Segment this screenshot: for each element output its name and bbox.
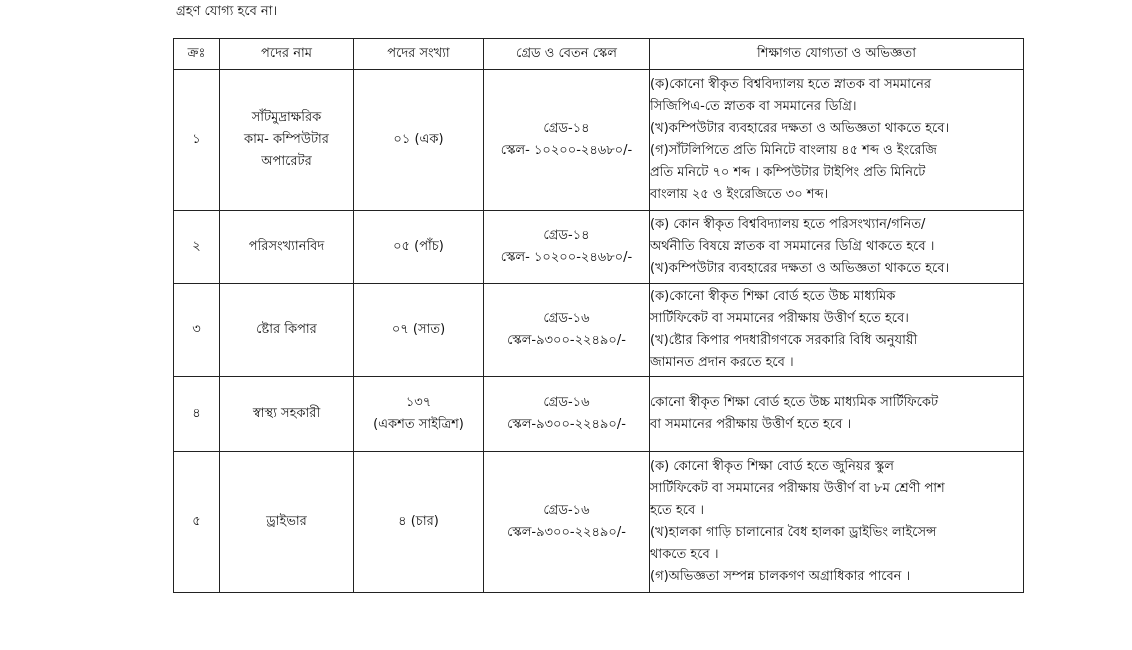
grade-scale-cell	[484, 211, 650, 284]
table-row	[174, 211, 1024, 284]
post-name-cell	[220, 284, 354, 377]
grade-text: গ্রেড-১৬	[543, 503, 590, 518]
qualification-line: বা সমমানের পরীক্ষায় উত্তীর্ণ হতে হবে ।	[650, 417, 852, 432]
qualification-line: (খ)ষ্টোর কিপার পদধারীগণকে সরকারি বিধি অনুযায়ী	[650, 333, 918, 348]
post-name-line: ড্রাইভার	[266, 514, 307, 529]
qualification-line: (খ)কম্পিউটার ব্যবহারের দক্ষতা ও অভিজ্ঞতা থাকতে হবে।	[650, 261, 950, 276]
qualification-line: (ক) কোন স্বীকৃত বিশ্ববিদ্যালয় হতে পরিসংখ্যান/গনিত/	[650, 217, 926, 232]
scale-text: স্কেল-৯৩০০-২২৪৯০/-	[507, 525, 626, 540]
serial-cell: ৪	[174, 377, 220, 452]
serial-cell: ২	[174, 211, 220, 284]
qualification-line: (ক) কোনো স্বীকৃত শিক্ষা বোর্ড হতে জুনিয়র স্কুল	[650, 459, 894, 474]
table-row	[174, 377, 1024, 452]
grade-text: গ্রেড-১৪	[543, 121, 590, 136]
post-count-line: (একশত সাইত্রিশ)	[373, 417, 464, 432]
header-serial: ক্রঃ	[174, 39, 220, 70]
post-count-cell	[354, 211, 484, 284]
qualification-line: প্রতি মনিটে ৭০ শব্দ । কম্পিউটার টাইপিং প্রতি মিনিটে	[650, 165, 926, 180]
header-qualification: শিক্ষাগত যোগ্যতা ও অভিজ্ঞতা	[650, 39, 1024, 70]
table-row	[174, 284, 1024, 377]
serial-cell: ৩	[174, 284, 220, 377]
post-count-cell	[354, 284, 484, 377]
post-name-line: অপারেটর	[261, 154, 312, 169]
post-name-cell	[220, 70, 354, 211]
post-name-cell	[220, 377, 354, 452]
qualification-line: জামানত প্রদান করতে হবে ।	[650, 355, 794, 370]
qualification-line: বাংলায় ২৫ ও ইংরেজিতে ৩০ শব্দ।	[650, 187, 829, 202]
qualification-line: (খ)কম্পিউটার ব্যবহারের দক্ষতা ও অভিজ্ঞতা থাকতে হবে।	[650, 121, 950, 136]
post-count-line: ৪ (চার)	[398, 514, 439, 529]
grade-text: গ্রেড-১৬	[543, 311, 590, 326]
qualification-cell	[650, 284, 1024, 377]
qualification-line: (ক)কোনো স্বীকৃত শিক্ষা বোর্ড হতে উচ্চ মাধ্যমিক	[650, 289, 896, 304]
grade-scale-cell	[484, 70, 650, 211]
intro-text: গ্রহণ যোগ্য হবে না।	[176, 4, 278, 19]
grade-scale-cell	[484, 377, 650, 452]
posts-table	[173, 38, 1024, 593]
post-name-line: সাঁটমুদ্রাক্ষরিক	[251, 110, 322, 125]
scale-text: স্কেল-৯৩০০-২২৪৯০/-	[507, 417, 626, 432]
post-count-line: ০১ (এক)	[393, 132, 444, 147]
qualification-cell	[650, 377, 1024, 452]
header-post-name: পদের নাম	[220, 39, 354, 70]
post-count-line: ১৩৭	[405, 395, 432, 410]
qualification-line: (খ)হালকা গাড়ি চালানোর বৈধ হালকা ড্রাইভিং লাইসেন্স	[650, 525, 937, 540]
qualification-line: সার্টিফিকেট বা সমমানের পরীক্ষায় উত্তীর্ণ বা ৮ম শ্রেণী পাশ	[650, 481, 945, 496]
post-count-line: ০৫ (পাঁচ)	[393, 239, 444, 254]
grade-scale-cell	[484, 284, 650, 377]
table-row	[174, 70, 1024, 211]
qualification-line: হতে হবে ।	[650, 503, 705, 518]
qualification-cell	[650, 211, 1024, 284]
qualification-line: অর্থনীতি বিষয়ে স্নাতক বা সমমানের ডিগ্রি থাকতে হবে ।	[650, 239, 935, 254]
post-name-line: পরিসংখ্যানবিদ	[248, 239, 325, 254]
qualification-line: কোনো স্বীকৃত শিক্ষা বোর্ড হতে উচ্চ মাধ্যমিক সার্টিফিকেট	[650, 395, 939, 410]
table-header-row	[174, 39, 1024, 70]
qualification-cell	[650, 70, 1024, 211]
serial-cell: ১	[174, 70, 220, 211]
qualification-line: (গ)অভিজ্ঞতা সম্পন্ন চালকগণ অগ্রাধিকার পাবেন ।	[650, 569, 911, 584]
grade-scale-cell	[484, 452, 650, 593]
post-name-line: কাম- কম্পিউটার	[244, 132, 329, 147]
scale-text: স্কেল-৯৩০০-২২৪৯০/-	[507, 333, 626, 348]
qualification-line: (গ)সাঁটলিপিতে প্রতি মিনিটে বাংলায় ৪৫ শব্দ ও ইংরেজি	[650, 143, 937, 158]
post-count-cell	[354, 377, 484, 452]
qualification-line: সিজিপিএ-তে স্নাতক বা সমমানের ডিগ্রি।	[650, 99, 857, 114]
post-name-cell	[220, 452, 354, 593]
grade-text: গ্রেড-১৪	[543, 228, 590, 243]
post-count-line: ০৭ (সাত)	[391, 322, 446, 337]
post-name-line: ষ্টোর কিপার	[256, 322, 317, 337]
header-post-count: পদের সংখ্যা	[354, 39, 484, 70]
post-count-cell	[354, 452, 484, 593]
qualification-line: (ক)কোনো স্বীকৃত বিশ্ববিদ্যালয় হতে স্নাতক বা সমমানের	[650, 77, 932, 92]
grade-text: গ্রেড-১৬	[543, 395, 590, 410]
post-count-cell	[354, 70, 484, 211]
scale-text: স্কেল- ১০২০০-২৪৬৮০/-	[500, 143, 633, 158]
post-name-cell	[220, 211, 354, 284]
table-row	[174, 452, 1024, 593]
serial-cell: ৫	[174, 452, 220, 593]
qualification-line: থাকতে হবে ।	[650, 547, 719, 562]
post-name-line: স্বাস্থ্য সহকারী	[252, 406, 321, 421]
scale-text: স্কেল- ১০২০০-২৪৬৮০/-	[500, 250, 633, 265]
qualification-line: সার্টিফিকেট বা সমমানের পরীক্ষায় উত্তীর্ণ হতে হবে।	[650, 311, 909, 326]
qualification-cell	[650, 452, 1024, 593]
header-grade-scale: গ্রেড ও বেতন স্কেল	[484, 39, 650, 70]
